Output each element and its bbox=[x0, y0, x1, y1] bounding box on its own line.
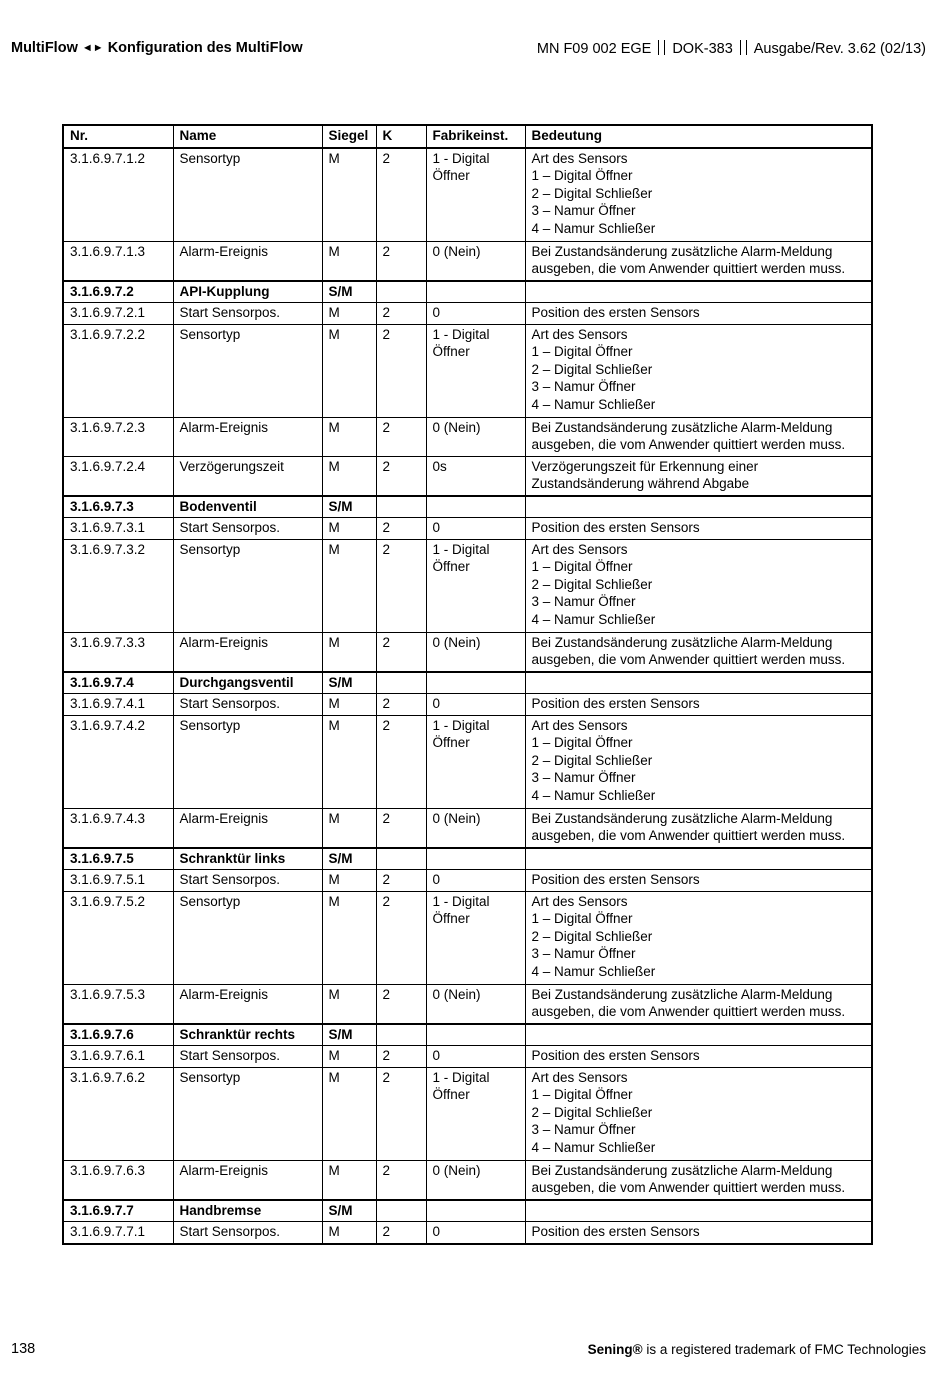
cell-k: 2 bbox=[376, 518, 426, 540]
cell-bedeutung-line: Art des Sensors bbox=[531, 150, 628, 166]
table-row bbox=[63, 324, 872, 417]
column-header-siegel: Siegel bbox=[322, 125, 376, 148]
table-row bbox=[63, 891, 872, 984]
nav-arrows-icon: ◄► bbox=[81, 42, 104, 54]
cell-k: 2 bbox=[376, 1046, 426, 1068]
cell-siegel: M bbox=[322, 539, 376, 632]
cell-bedeutung-line: Position des ersten Sensors bbox=[531, 520, 700, 535]
cell-k: 2 bbox=[376, 632, 426, 672]
cell-bedeutung bbox=[525, 1160, 872, 1200]
cell-nr: 3.1.6.9.7.5.3 bbox=[63, 984, 173, 1024]
cell-fabrikeinst bbox=[426, 1200, 525, 1222]
table-row bbox=[63, 1160, 872, 1200]
cell-fabrikeinst bbox=[426, 715, 525, 808]
cell-bedeutung bbox=[525, 1222, 872, 1244]
cell-siegel: S/M bbox=[322, 848, 376, 870]
cell-fabrikeinst-line: 1 - Digital bbox=[432, 717, 490, 733]
cell-bedeutung bbox=[525, 808, 872, 848]
cell-nr: 3.1.6.9.7.4.2 bbox=[63, 715, 173, 808]
cell-fabrikeinst bbox=[426, 672, 525, 694]
cell-fabrikeinst bbox=[426, 417, 525, 456]
header-doc-id: MN F09 002 EGE bbox=[536, 41, 652, 57]
cell-nr: 3.1.6.9.7.4.1 bbox=[63, 694, 173, 716]
cell-fabrikeinst-line: 0 (Nein) bbox=[432, 634, 481, 650]
cell-bedeutung-line: Bei Zustandsänderung zusätzliche Alarm-Meldung bbox=[531, 1162, 833, 1178]
cell-siegel: S/M bbox=[322, 281, 376, 303]
cell-siegel: M bbox=[322, 891, 376, 984]
footer-trademark-text: is a registered trademark of FMC Technologies bbox=[642, 1342, 926, 1357]
table-group-row bbox=[63, 496, 872, 518]
cell-fabrikeinst-line: Öffner bbox=[432, 168, 470, 183]
cell-nr: 3.1.6.9.7.3.2 bbox=[63, 539, 173, 632]
cell-nr: 3.1.6.9.7.3.1 bbox=[63, 518, 173, 540]
cell-fabrikeinst-line: Öffner bbox=[432, 344, 470, 359]
cell-bedeutung-line: ausgeben, die vom Anwender quittiert werden muss. bbox=[531, 261, 846, 276]
cell-name: Alarm-Ereignis bbox=[173, 417, 322, 456]
table-row bbox=[63, 1222, 872, 1244]
cell-siegel: M bbox=[322, 1222, 376, 1244]
cell-siegel: S/M bbox=[322, 1024, 376, 1046]
cell-name: Start Sensorpos. bbox=[173, 518, 322, 540]
cell-name: Bodenventil bbox=[173, 496, 322, 518]
cell-fabrikeinst-line: 0 bbox=[432, 1048, 441, 1063]
cell-siegel: S/M bbox=[322, 496, 376, 518]
cell-siegel: M bbox=[322, 456, 376, 496]
table-group-row bbox=[63, 672, 872, 694]
cell-name: Durchgangsventil bbox=[173, 672, 322, 694]
cell-bedeutung-line: 4 – Namur Schließer bbox=[531, 611, 656, 627]
cell-fabrikeinst bbox=[426, 1024, 525, 1046]
cell-bedeutung bbox=[525, 496, 872, 518]
cell-fabrikeinst-line: 0 bbox=[432, 1224, 441, 1239]
cell-fabrikeinst bbox=[426, 1046, 525, 1068]
cell-bedeutung-line: Position des ersten Sensors bbox=[531, 872, 700, 887]
cell-name: Sensortyp bbox=[173, 891, 322, 984]
cell-bedeutung bbox=[525, 694, 872, 716]
cell-name: Sensortyp bbox=[173, 148, 322, 242]
cell-fabrikeinst-line: 1 - Digital bbox=[432, 893, 490, 909]
cell-k: 2 bbox=[376, 241, 426, 281]
cell-bedeutung-line: ausgeben, die vom Anwender quittiert werden muss. bbox=[531, 652, 846, 667]
cell-fabrikeinst-line: 0 bbox=[432, 872, 441, 887]
cell-nr: 3.1.6.9.7.2.1 bbox=[63, 303, 173, 325]
cell-k bbox=[376, 848, 426, 870]
cell-bedeutung-line: Verzögerungszeit für Erkennung einer bbox=[531, 458, 759, 474]
cell-bedeutung bbox=[525, 456, 872, 496]
cell-fabrikeinst bbox=[426, 241, 525, 281]
cell-fabrikeinst bbox=[426, 518, 525, 540]
cell-fabrikeinst bbox=[426, 1160, 525, 1200]
cell-bedeutung bbox=[525, 539, 872, 632]
cell-name: Handbremse bbox=[173, 1200, 322, 1222]
cell-bedeutung bbox=[525, 632, 872, 672]
cell-k bbox=[376, 672, 426, 694]
cell-bedeutung-line: 3 – Namur Öffner bbox=[531, 379, 636, 394]
cell-siegel: M bbox=[322, 417, 376, 456]
cell-k: 2 bbox=[376, 148, 426, 242]
cell-bedeutung-line: 3 – Namur Öffner bbox=[531, 203, 636, 218]
table-row bbox=[63, 984, 872, 1024]
header-doc-info bbox=[537, 40, 926, 57]
cell-bedeutung-line: Art des Sensors bbox=[531, 541, 628, 557]
table-row bbox=[63, 1046, 872, 1068]
column-header-nr: Nr. bbox=[63, 125, 173, 148]
cell-fabrikeinst-line: 1 - Digital bbox=[432, 326, 490, 342]
cell-bedeutung-line: Bei Zustandsänderung zusätzliche Alarm-Meldung bbox=[531, 986, 833, 1002]
header-title bbox=[11, 40, 303, 56]
cell-bedeutung-line: Zustandsänderung während Abgabe bbox=[531, 476, 750, 491]
cell-bedeutung-line: 4 – Namur Schließer bbox=[531, 1139, 656, 1155]
column-header-fabrikeinst: Fabrikeinst. bbox=[426, 125, 525, 148]
cell-bedeutung bbox=[525, 417, 872, 456]
cell-bedeutung bbox=[525, 984, 872, 1024]
cell-name: Alarm-Ereignis bbox=[173, 984, 322, 1024]
cell-k: 2 bbox=[376, 891, 426, 984]
cell-bedeutung-line: Position des ersten Sensors bbox=[531, 1048, 700, 1063]
cell-k: 2 bbox=[376, 715, 426, 808]
cell-bedeutung bbox=[525, 1024, 872, 1046]
cell-k: 2 bbox=[376, 303, 426, 325]
cell-name: Start Sensorpos. bbox=[173, 1046, 322, 1068]
cell-bedeutung-line: Art des Sensors bbox=[531, 1069, 628, 1085]
cell-fabrikeinst bbox=[426, 891, 525, 984]
cell-k: 2 bbox=[376, 984, 426, 1024]
table-body bbox=[63, 148, 872, 1244]
cell-name: Alarm-Ereignis bbox=[173, 808, 322, 848]
cell-k: 2 bbox=[376, 1160, 426, 1200]
cell-bedeutung bbox=[525, 281, 872, 303]
cell-fabrikeinst bbox=[426, 281, 525, 303]
cell-nr: 3.1.6.9.7.2.3 bbox=[63, 417, 173, 456]
cell-fabrikeinst bbox=[426, 303, 525, 325]
cell-bedeutung-line: Position des ersten Sensors bbox=[531, 1224, 700, 1239]
cell-nr: 3.1.6.9.7.5.1 bbox=[63, 870, 173, 892]
cell-bedeutung bbox=[525, 848, 872, 870]
cell-name: Start Sensorpos. bbox=[173, 870, 322, 892]
table-header-row bbox=[63, 125, 872, 148]
column-header-bedeutung: Bedeutung bbox=[525, 125, 872, 148]
cell-nr: 3.1.6.9.7.2.2 bbox=[63, 324, 173, 417]
column-header-k: K bbox=[376, 125, 426, 148]
cell-bedeutung-line: Art des Sensors bbox=[531, 326, 628, 342]
cell-fabrikeinst bbox=[426, 496, 525, 518]
cell-name: Schranktür rechts bbox=[173, 1024, 322, 1046]
table-row bbox=[63, 539, 872, 632]
cell-nr: 3.1.6.9.7.4 bbox=[63, 672, 173, 694]
cell-bedeutung-line: 2 – Digital Schließer bbox=[531, 1104, 653, 1120]
cell-bedeutung-line: 1 – Digital Öffner bbox=[531, 344, 633, 359]
cell-siegel: M bbox=[322, 303, 376, 325]
cell-fabrikeinst bbox=[426, 870, 525, 892]
cell-name: Sensortyp bbox=[173, 715, 322, 808]
cell-bedeutung-line: Bei Zustandsänderung zusätzliche Alarm-Meldung bbox=[531, 810, 833, 826]
header-dok: DOK-383 bbox=[672, 41, 733, 57]
cell-nr: 3.1.6.9.7.6.2 bbox=[63, 1067, 173, 1160]
header-chapter: Konfiguration des MultiFlow bbox=[107, 40, 303, 56]
cell-k: 2 bbox=[376, 1067, 426, 1160]
cell-k bbox=[376, 1024, 426, 1046]
cell-fabrikeinst-line: 0 (Nein) bbox=[432, 243, 481, 259]
cell-name: Schranktür links bbox=[173, 848, 322, 870]
header-revision: Ausgabe/Rev. 3.62 (02/13) bbox=[753, 41, 926, 57]
cell-fabrikeinst-line: 0 bbox=[432, 696, 441, 711]
cell-nr: 3.1.6.9.7.7.1 bbox=[63, 1222, 173, 1244]
cell-k: 2 bbox=[376, 808, 426, 848]
cell-siegel: M bbox=[322, 324, 376, 417]
cell-k: 2 bbox=[376, 456, 426, 496]
cell-siegel: M bbox=[322, 984, 376, 1024]
cell-fabrikeinst bbox=[426, 148, 525, 242]
cell-fabrikeinst-line: Öffner bbox=[432, 911, 470, 926]
cell-bedeutung-line: 2 – Digital Schließer bbox=[531, 752, 653, 768]
cell-bedeutung bbox=[525, 891, 872, 984]
header-product: MultiFlow bbox=[11, 40, 78, 56]
table-row bbox=[63, 417, 872, 456]
cell-bedeutung-line: Position des ersten Sensors bbox=[531, 696, 700, 711]
cell-k: 2 bbox=[376, 539, 426, 632]
table-group-row bbox=[63, 1200, 872, 1222]
cell-bedeutung-line: 4 – Namur Schließer bbox=[531, 220, 656, 236]
separator-icon bbox=[740, 40, 747, 55]
cell-k bbox=[376, 281, 426, 303]
table-row bbox=[63, 694, 872, 716]
table-row bbox=[63, 632, 872, 672]
cell-bedeutung-line: 2 – Digital Schließer bbox=[531, 928, 653, 944]
cell-fabrikeinst bbox=[426, 1067, 525, 1160]
cell-fabrikeinst bbox=[426, 632, 525, 672]
cell-bedeutung-line: 3 – Namur Öffner bbox=[531, 946, 636, 961]
table-group-row bbox=[63, 848, 872, 870]
cell-bedeutung-line: ausgeben, die vom Anwender quittiert werden muss. bbox=[531, 437, 846, 452]
cell-fabrikeinst-line: 0 bbox=[432, 520, 441, 535]
cell-nr: 3.1.6.9.7.1.2 bbox=[63, 148, 173, 242]
cell-k: 2 bbox=[376, 417, 426, 456]
cell-fabrikeinst-line: Öffner bbox=[432, 735, 470, 750]
cell-fabrikeinst-line: Öffner bbox=[432, 1087, 470, 1102]
cell-nr: 3.1.6.9.7.3 bbox=[63, 496, 173, 518]
table-row bbox=[63, 870, 872, 892]
cell-fabrikeinst bbox=[426, 1222, 525, 1244]
column-header-name: Name bbox=[173, 125, 322, 148]
cell-bedeutung-line: Bei Zustandsänderung zusätzliche Alarm-Meldung bbox=[531, 634, 833, 650]
cell-name: Start Sensorpos. bbox=[173, 694, 322, 716]
cell-bedeutung bbox=[525, 1046, 872, 1068]
cell-nr: 3.1.6.9.7.1.3 bbox=[63, 241, 173, 281]
cell-siegel: M bbox=[322, 808, 376, 848]
cell-bedeutung-line: ausgeben, die vom Anwender quittiert werden muss. bbox=[531, 1004, 846, 1019]
cell-fabrikeinst bbox=[426, 324, 525, 417]
cell-fabrikeinst bbox=[426, 808, 525, 848]
cell-name: Alarm-Ereignis bbox=[173, 632, 322, 672]
cell-fabrikeinst-line: 0 (Nein) bbox=[432, 419, 481, 435]
table-row bbox=[63, 303, 872, 325]
cell-nr: 3.1.6.9.7.5.2 bbox=[63, 891, 173, 984]
cell-bedeutung-line: ausgeben, die vom Anwender quittiert werden muss. bbox=[531, 828, 846, 843]
table-row bbox=[63, 518, 872, 540]
cell-bedeutung bbox=[525, 241, 872, 281]
cell-bedeutung-line: 1 – Digital Öffner bbox=[531, 1087, 633, 1102]
cell-siegel: M bbox=[322, 241, 376, 281]
cell-bedeutung-line: 1 – Digital Öffner bbox=[531, 911, 633, 926]
cell-nr: 3.1.6.9.7.5 bbox=[63, 848, 173, 870]
cell-k bbox=[376, 1200, 426, 1222]
cell-fabrikeinst-line: 1 - Digital bbox=[432, 1069, 490, 1085]
page-number: 138 bbox=[11, 1341, 36, 1357]
cell-name: Sensortyp bbox=[173, 1067, 322, 1160]
cell-nr: 3.1.6.9.7.6.3 bbox=[63, 1160, 173, 1200]
cell-bedeutung bbox=[525, 303, 872, 325]
cell-fabrikeinst-line: 1 - Digital bbox=[432, 150, 490, 166]
cell-siegel: M bbox=[322, 148, 376, 242]
cell-siegel: M bbox=[322, 632, 376, 672]
cell-name: Verzögerungszeit bbox=[173, 456, 322, 496]
cell-fabrikeinst bbox=[426, 848, 525, 870]
cell-siegel: M bbox=[322, 1160, 376, 1200]
cell-bedeutung-line: ausgeben, die vom Anwender quittiert werden muss. bbox=[531, 1180, 846, 1195]
cell-siegel: M bbox=[322, 1067, 376, 1160]
cell-bedeutung-line: Position des ersten Sensors bbox=[531, 305, 700, 320]
cell-siegel: S/M bbox=[322, 672, 376, 694]
cell-bedeutung-line: 2 – Digital Schließer bbox=[531, 185, 653, 201]
cell-bedeutung bbox=[525, 148, 872, 242]
cell-bedeutung-line: Art des Sensors bbox=[531, 893, 628, 909]
separator-icon bbox=[658, 40, 665, 55]
cell-bedeutung-line: 3 – Namur Öffner bbox=[531, 1122, 636, 1137]
cell-bedeutung-line: 1 – Digital Öffner bbox=[531, 735, 633, 750]
cell-nr: 3.1.6.9.7.4.3 bbox=[63, 808, 173, 848]
cell-bedeutung-line: Bei Zustandsänderung zusätzliche Alarm-Meldung bbox=[531, 419, 833, 435]
cell-bedeutung-line: 3 – Namur Öffner bbox=[531, 770, 636, 785]
cell-nr: 3.1.6.9.7.2.4 bbox=[63, 456, 173, 496]
cell-name: Alarm-Ereignis bbox=[173, 241, 322, 281]
cell-bedeutung-line: 4 – Namur Schließer bbox=[531, 787, 656, 803]
footer-brand: Sening® bbox=[587, 1342, 643, 1357]
cell-nr: 3.1.6.9.7.6 bbox=[63, 1024, 173, 1046]
cell-bedeutung-line: 1 – Digital Öffner bbox=[531, 559, 633, 574]
cell-fabrikeinst-line: Öffner bbox=[432, 559, 470, 574]
cell-name: Alarm-Ereignis bbox=[173, 1160, 322, 1200]
cell-nr: 3.1.6.9.7.6.1 bbox=[63, 1046, 173, 1068]
cell-siegel: S/M bbox=[322, 1200, 376, 1222]
cell-siegel: M bbox=[322, 518, 376, 540]
cell-name: Start Sensorpos. bbox=[173, 303, 322, 325]
table-group-row bbox=[63, 281, 872, 303]
table-group-row bbox=[63, 1024, 872, 1046]
cell-fabrikeinst bbox=[426, 984, 525, 1024]
cell-siegel: M bbox=[322, 870, 376, 892]
cell-bedeutung-line: Bei Zustandsänderung zusätzliche Alarm-Meldung bbox=[531, 243, 833, 259]
cell-fabrikeinst-line: 0s bbox=[432, 458, 447, 474]
cell-bedeutung-line: 2 – Digital Schließer bbox=[531, 576, 653, 592]
cell-name: API-Kupplung bbox=[173, 281, 322, 303]
cell-bedeutung-line: 4 – Namur Schließer bbox=[531, 396, 656, 412]
table-row bbox=[63, 1067, 872, 1160]
cell-k: 2 bbox=[376, 870, 426, 892]
cell-name: Start Sensorpos. bbox=[173, 1222, 322, 1244]
cell-bedeutung bbox=[525, 870, 872, 892]
cell-fabrikeinst bbox=[426, 539, 525, 632]
cell-fabrikeinst-line: 1 - Digital bbox=[432, 541, 490, 557]
cell-fabrikeinst-line: 0 (Nein) bbox=[432, 986, 481, 1002]
cell-nr: 3.1.6.9.7.2 bbox=[63, 281, 173, 303]
table-row bbox=[63, 241, 872, 281]
table-row bbox=[63, 808, 872, 848]
cell-nr: 3.1.6.9.7.3.3 bbox=[63, 632, 173, 672]
cell-bedeutung-line: 4 – Namur Schließer bbox=[531, 963, 656, 979]
cell-siegel: M bbox=[322, 715, 376, 808]
cell-k: 2 bbox=[376, 324, 426, 417]
cell-bedeutung bbox=[525, 518, 872, 540]
cell-fabrikeinst-line: 0 (Nein) bbox=[432, 1162, 481, 1178]
cell-siegel: M bbox=[322, 1046, 376, 1068]
cell-nr: 3.1.6.9.7.7 bbox=[63, 1200, 173, 1222]
table-row bbox=[63, 456, 872, 496]
parameter-table bbox=[62, 124, 873, 1245]
cell-bedeutung-line: 3 – Namur Öffner bbox=[531, 594, 636, 609]
cell-fabrikeinst bbox=[426, 456, 525, 496]
cell-bedeutung bbox=[525, 672, 872, 694]
table-row bbox=[63, 148, 872, 242]
cell-fabrikeinst-line: 0 (Nein) bbox=[432, 810, 481, 826]
cell-k: 2 bbox=[376, 694, 426, 716]
cell-bedeutung bbox=[525, 1200, 872, 1222]
cell-k bbox=[376, 496, 426, 518]
cell-bedeutung bbox=[525, 715, 872, 808]
footer-trademark bbox=[588, 1342, 926, 1357]
cell-bedeutung-line: Art des Sensors bbox=[531, 717, 628, 733]
cell-siegel: M bbox=[322, 694, 376, 716]
cell-fabrikeinst-line: 0 bbox=[432, 305, 441, 320]
cell-bedeutung bbox=[525, 1067, 872, 1160]
cell-name: Sensortyp bbox=[173, 539, 322, 632]
cell-bedeutung-line: 1 – Digital Öffner bbox=[531, 168, 633, 183]
cell-fabrikeinst bbox=[426, 694, 525, 716]
cell-bedeutung-line: 2 – Digital Schließer bbox=[531, 361, 653, 377]
table-row bbox=[63, 715, 872, 808]
cell-name: Sensortyp bbox=[173, 324, 322, 417]
cell-bedeutung bbox=[525, 324, 872, 417]
cell-k: 2 bbox=[376, 1222, 426, 1244]
